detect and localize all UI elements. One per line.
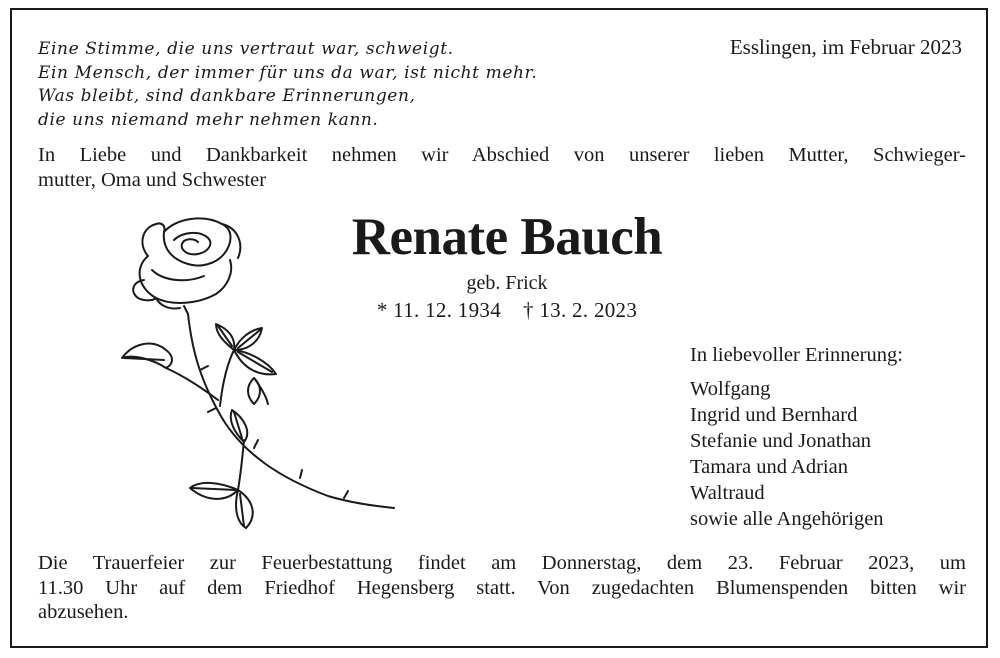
mourner-name: Stefanie und Jonathan — [690, 430, 872, 452]
mourner-name: sowie alle Angehörigen — [690, 508, 884, 530]
birth-date: * 11. 12. 1934 — [376, 298, 501, 322]
poem-line: die uns niemand mehr nehmen kann. — [38, 109, 379, 130]
mourner-name: Waltraud — [690, 482, 765, 504]
funeral-details — [38, 551, 966, 625]
funeral-line: abzusehen. — [38, 601, 129, 623]
life-dates — [322, 298, 692, 323]
mourners-list — [690, 342, 980, 532]
funeral-line: Die Trauerfeier zur Feuerbestattung findet am Donnerstag, dem 23. Februar 2023, um — [38, 552, 966, 574]
intro-line: In Liebe und Dankbarkeit nehmen wir Abschied von unserer lieben Mutter, Schwieger- — [38, 144, 966, 166]
mourners-heading: In liebevoller Erinnerung: — [690, 344, 903, 366]
mourner-name: Wolfgang — [690, 378, 771, 400]
intro-text — [38, 143, 966, 192]
poem-line: Was bleibt, sind dankbare Erinnerungen, — [38, 86, 416, 106]
funeral-line: 11.30 Uhr auf dem Friedhof Hegensberg statt. Von zugedachten Blumenspenden bitten wir — [38, 576, 966, 599]
obituary-notice — [10, 8, 988, 648]
deceased-name: Renate Bauch — [351, 208, 663, 266]
death-date: † 13. 2. 2023 — [523, 298, 638, 322]
mourner-name: Ingrid und Bernhard — [690, 404, 858, 426]
mourner-name: Tamara und Adrian — [690, 456, 848, 478]
memorial-poem — [38, 38, 598, 132]
maiden-name: geb. Frick — [466, 272, 548, 294]
poem-line: Ein Mensch, der immer für uns da war, ist nicht mehr. — [38, 62, 538, 83]
poem-line: Eine Stimme, die uns vertraut war, schweigt. — [38, 39, 454, 59]
place-date: Esslingen, im Februar 2023 — [729, 35, 962, 59]
intro-line: mutter, Oma und Schwester — [38, 168, 267, 191]
